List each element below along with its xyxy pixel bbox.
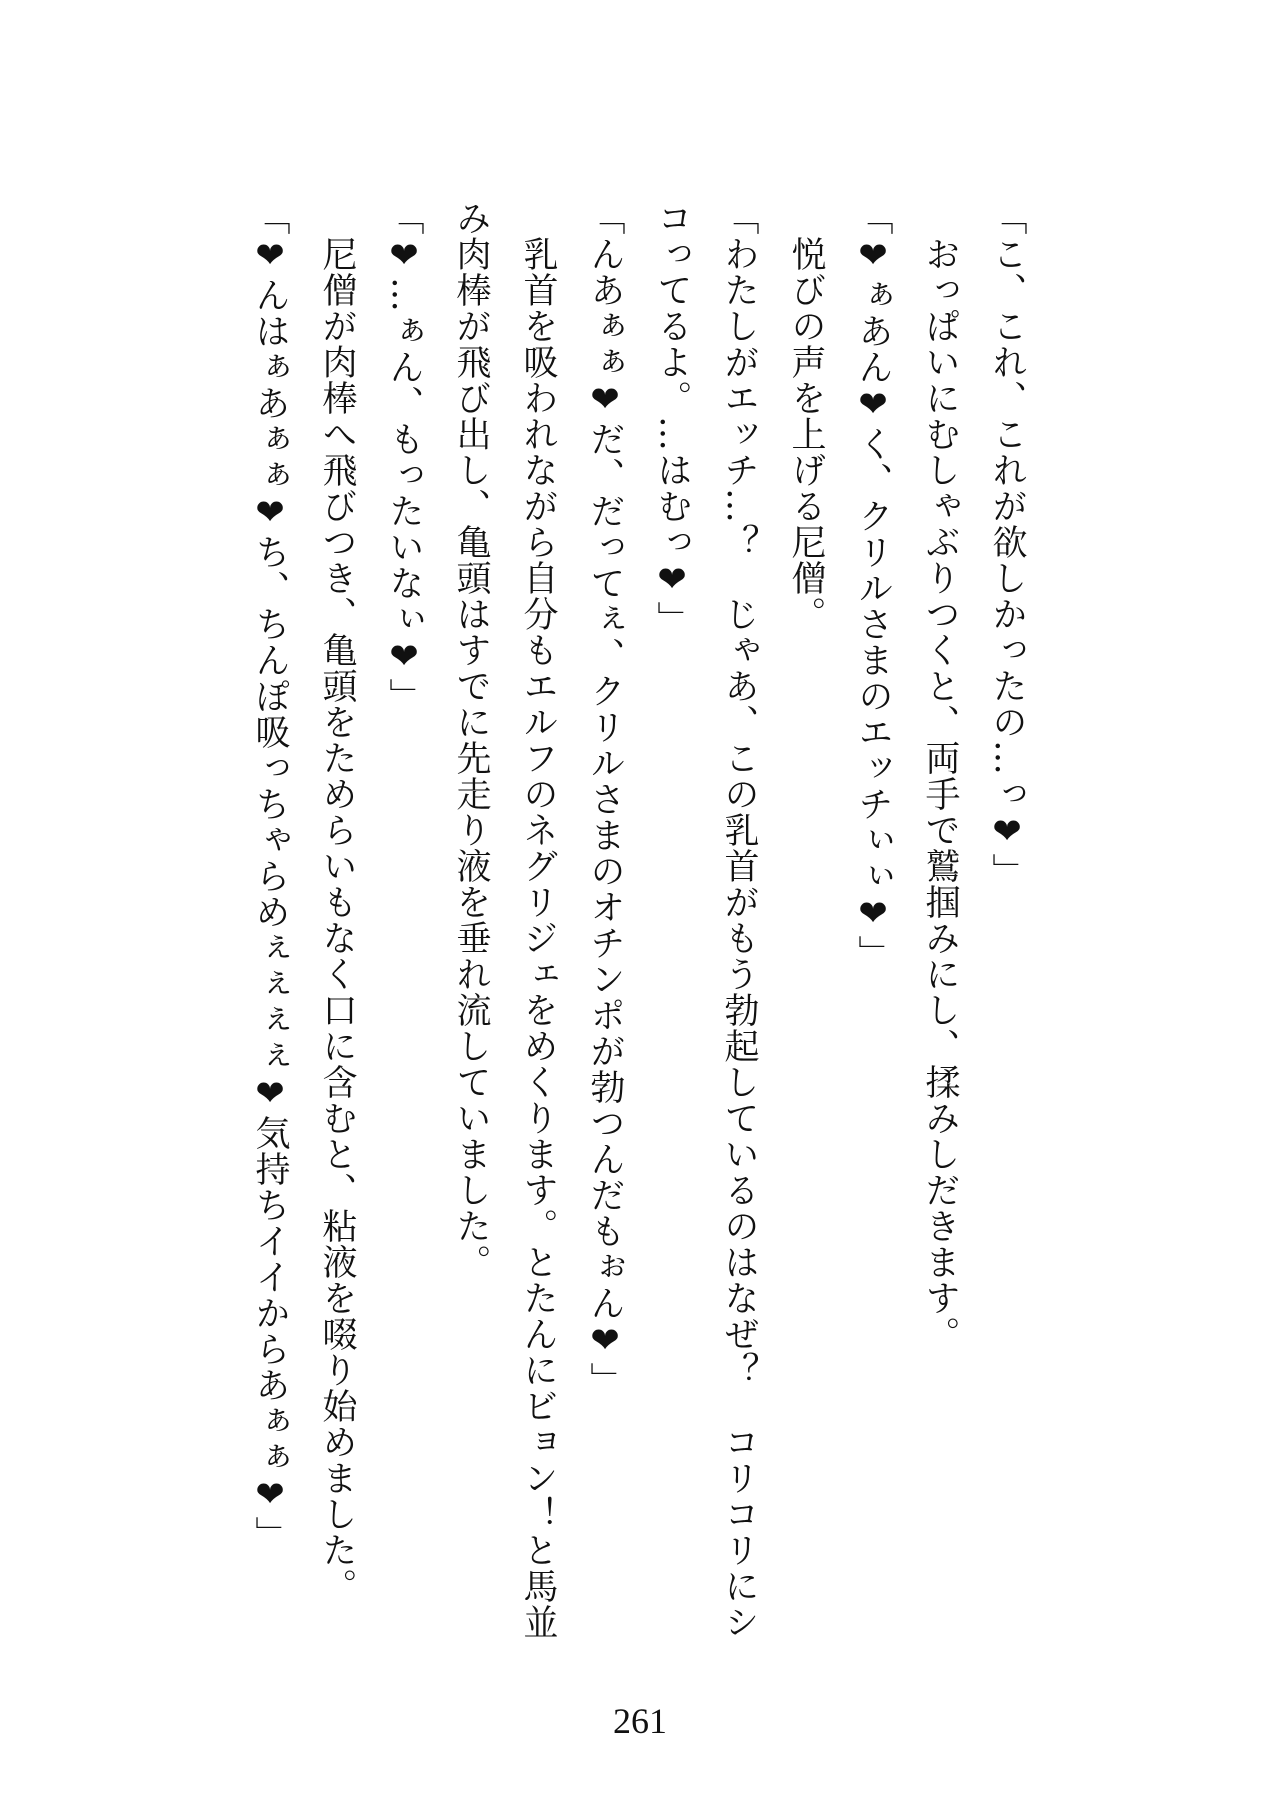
text-line: 「わたしがエッチ…？ じゃあ、この乳首がもう勃起しているのはなぜ？ コリコリにシ — [719, 200, 759, 1640]
page-number: 261 — [613, 1701, 667, 1741]
text-line: コってるよ。…はむっ❤」 — [652, 200, 692, 637]
text-line: 悦びの声を上げる尼僧。 — [786, 200, 826, 632]
text-line: おっぱいにむしゃぶりつくと、両手で鷲掴みにし、揉みしだきます。 — [920, 200, 960, 1352]
text-line: 「❤んはぁあぁぁ❤ち、ちんぽ吸っちゃらめぇぇぇぇ❤気持ちイイからあぁぁ❤」 — [250, 200, 290, 1552]
text-line: 乳首を吸われながら自分もエルフのネグリジェをめくります。とたんにビョン！と馬並 — [518, 200, 558, 1640]
text-line: 「❤ぁあん❤く、クリルさまのエッチぃぃ❤」 — [853, 200, 893, 971]
text-line: 「❤…ぁん、もったいなぃ❤」 — [384, 200, 424, 714]
text-line: 尼僧が肉棒へ飛びつき、亀頭をためらいもなく口に含むと、粘液を啜り始めました。 — [317, 200, 357, 1604]
text-line: 「んあぁぁ❤だ、だってぇ、クリルさまのオチンポが勃つんだもぉん❤」 — [585, 200, 625, 1398]
text-line: 「こ、これ、これが欲しかったの…っ❤」 — [987, 200, 1027, 889]
vertical-text-block — [236, 200, 1040, 1640]
text-line: み肉棒が飛び出し、亀頭はすでに先走り液を垂れ流していました。 — [451, 200, 491, 1280]
